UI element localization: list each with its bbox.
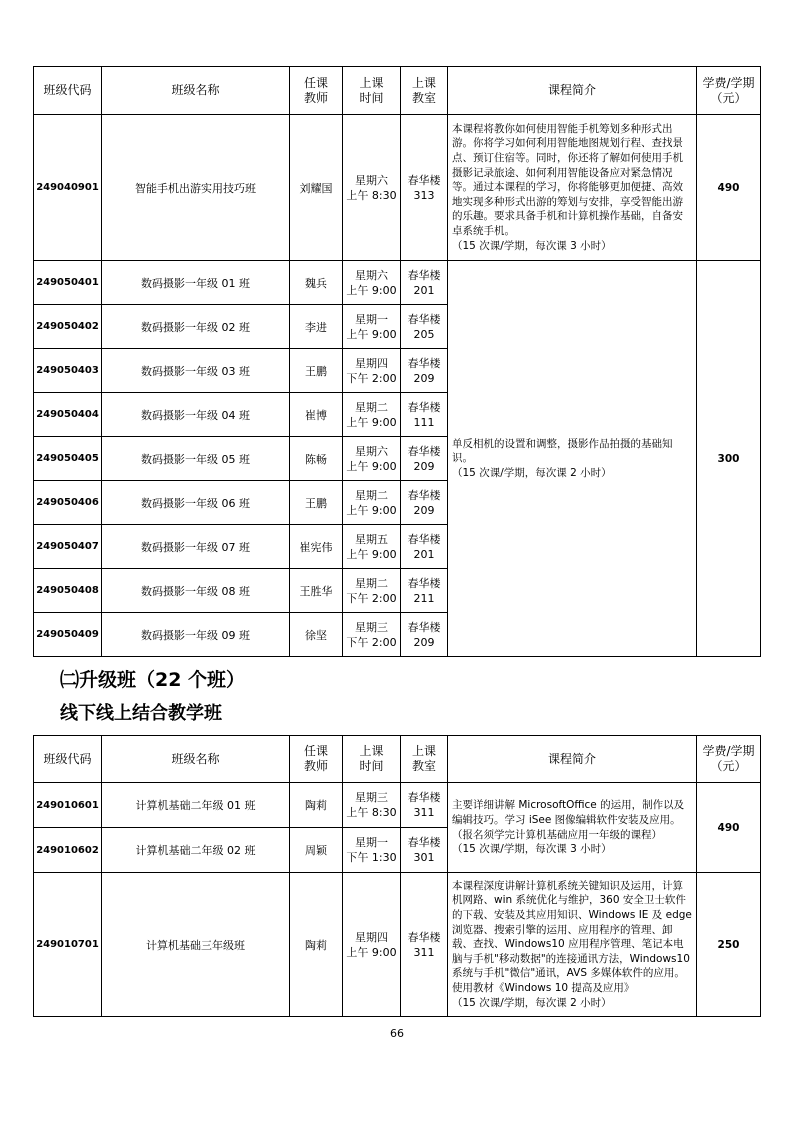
class-time: 星期一 上午 9:00	[343, 305, 401, 349]
header-class-code: 班级代码	[34, 67, 102, 115]
teacher: 徐坚	[290, 613, 343, 657]
classroom: 春华楼 201	[401, 261, 448, 305]
classroom: 春华楼 209	[401, 481, 448, 525]
class-code: 249040901	[34, 115, 102, 261]
class-schedule-table-1	[33, 66, 761, 657]
class-name: 数码摄影一年级 09 班	[102, 613, 290, 657]
class-code: 249050404	[34, 393, 102, 437]
class-code: 249050406	[34, 481, 102, 525]
table-header-row	[34, 67, 761, 115]
teacher: 李进	[290, 305, 343, 349]
class-time: 星期二 上午 9:00	[343, 481, 401, 525]
header-time: 上课 时间	[343, 736, 401, 783]
class-name: 数码摄影一年级 04 班	[102, 393, 290, 437]
class-time: 星期三 下午 2:00	[343, 613, 401, 657]
class-code: 249050402	[34, 305, 102, 349]
classroom: 春华楼 301	[401, 828, 448, 873]
class-schedule-table-2	[33, 735, 761, 1017]
course-description: 本课程深度讲解计算机系统关键知识及运用，计算机网路、win 系统优化与维护，360 安全卫士软件的下载、安装及其应用知识、Windows IE 及 edge 浏览器、搜索引擎的运用、应用程序的管理、卸载、查找、Windows10 应用程序管理、笔记本电脑与手机"移动数据"的连接通讯方法，Windows10 系统与手机"微信"通讯，AVS 多媒体软件的应用。使用教材《Windows 10 提高及应用》 （15 次课/学期，每次课 2 小时）	[448, 873, 697, 1017]
course-description: 单反相机的设置和调整，摄影作品拍摄的基础知识。 （15 次课/学期，每次课 2 小时）	[448, 261, 697, 657]
subsection-title: 线下线上结合教学班	[60, 703, 222, 724]
header-teacher: 任课 教师	[290, 736, 343, 783]
table-row	[34, 783, 761, 828]
class-name: 数码摄影一年级 05 班	[102, 437, 290, 481]
section-title: ㈡升级班（22 个班）	[60, 669, 246, 691]
header-fee: 学费/学期 （元）	[697, 67, 761, 115]
class-code: 249010701	[34, 873, 102, 1017]
class-code: 249050405	[34, 437, 102, 481]
teacher: 魏兵	[290, 261, 343, 305]
class-name: 数码摄影一年级 08 班	[102, 569, 290, 613]
class-time: 星期四 下午 2:00	[343, 349, 401, 393]
classroom: 春华楼 311	[401, 873, 448, 1017]
class-time: 星期一 下午 1:30	[343, 828, 401, 873]
table-row	[34, 261, 761, 305]
table-row	[34, 873, 761, 1017]
teacher: 崔博	[290, 393, 343, 437]
class-name: 计算机基础二年级 02 班	[102, 828, 290, 873]
tuition-fee: 490	[697, 115, 761, 261]
teacher: 刘耀国	[290, 115, 343, 261]
class-time: 星期二 下午 2:00	[343, 569, 401, 613]
class-time: 星期五 上午 9:00	[343, 525, 401, 569]
page-number: 66	[390, 1027, 404, 1040]
teacher: 王鹏	[290, 349, 343, 393]
header-class-name: 班级名称	[102, 736, 290, 783]
course-description: 本课程将教你如何使用智能手机筹划多种形式出游。你将学习如何利用智能地图规划行程、查找景点、预订住宿等。同时，你还将了解如何使用手机摄影记录旅途、如何利用智能设备应对紧急情况等。通过本课程的学习，你将能够更加便捷、高效地实现多种形式出游的筹划与安排，享受智能出游的乐趣。要求具备手机和计算机操作基础，自备安卓系统手机。 （15 次课/学期，每次课 3 小时）	[448, 115, 697, 261]
teacher: 崔宪伟	[290, 525, 343, 569]
class-code: 249050407	[34, 525, 102, 569]
header-teacher: 任课 教师	[290, 67, 343, 115]
header-room: 上课 教室	[401, 736, 448, 783]
classroom: 春华楼 209	[401, 349, 448, 393]
class-code: 249050408	[34, 569, 102, 613]
classroom: 春华楼 313	[401, 115, 448, 261]
tuition-fee: 300	[697, 261, 761, 657]
class-time: 星期四 上午 9:00	[343, 873, 401, 1017]
tuition-fee: 250	[697, 873, 761, 1017]
classroom: 春华楼 205	[401, 305, 448, 349]
teacher: 王胜华	[290, 569, 343, 613]
class-time: 星期六 上午 9:00	[343, 261, 401, 305]
table-header-row	[34, 736, 761, 783]
header-description: 课程简介	[448, 67, 697, 115]
header-description: 课程简介	[448, 736, 697, 783]
header-fee: 学费/学期 （元）	[697, 736, 761, 783]
class-name: 计算机基础二年级 01 班	[102, 783, 290, 828]
class-code: 249050401	[34, 261, 102, 305]
class-name: 数码摄影一年级 06 班	[102, 481, 290, 525]
header-class-code: 班级代码	[34, 736, 102, 783]
class-time: 星期六 上午 8:30	[343, 115, 401, 261]
class-code: 249010601	[34, 783, 102, 828]
course-description: 主要详细讲解 MicrosoftOffice 的运用，制作以及编辑技巧。学习 iSee 图像编辑软件安装及应用。（报名须学完计算机基础应用一年级的课程） （15 次课/学期，每次课 3 小时）	[448, 783, 697, 873]
header-time: 上课 时间	[343, 67, 401, 115]
classroom: 春华楼 209	[401, 613, 448, 657]
classroom: 春华楼 209	[401, 437, 448, 481]
teacher: 王鹏	[290, 481, 343, 525]
teacher: 陈畅	[290, 437, 343, 481]
classroom: 春华楼 211	[401, 569, 448, 613]
classroom: 春华楼 201	[401, 525, 448, 569]
teacher: 周颖	[290, 828, 343, 873]
header-class-name: 班级名称	[102, 67, 290, 115]
class-time: 星期二 上午 9:00	[343, 393, 401, 437]
class-name: 数码摄影一年级 03 班	[102, 349, 290, 393]
table-row	[34, 115, 761, 261]
class-code: 249050403	[34, 349, 102, 393]
class-code: 249050409	[34, 613, 102, 657]
class-code: 249010602	[34, 828, 102, 873]
class-name: 数码摄影一年级 07 班	[102, 525, 290, 569]
class-name: 智能手机出游实用技巧班	[102, 115, 290, 261]
class-time: 星期六 上午 9:00	[343, 437, 401, 481]
class-name: 数码摄影一年级 01 班	[102, 261, 290, 305]
classroom: 春华楼 311	[401, 783, 448, 828]
teacher: 陶莉	[290, 873, 343, 1017]
classroom: 春华楼 111	[401, 393, 448, 437]
teacher: 陶莉	[290, 783, 343, 828]
class-name: 计算机基础三年级班	[102, 873, 290, 1017]
class-time: 星期三 上午 8:30	[343, 783, 401, 828]
tuition-fee: 490	[697, 783, 761, 873]
header-room: 上课 教室	[401, 67, 448, 115]
class-name: 数码摄影一年级 02 班	[102, 305, 290, 349]
